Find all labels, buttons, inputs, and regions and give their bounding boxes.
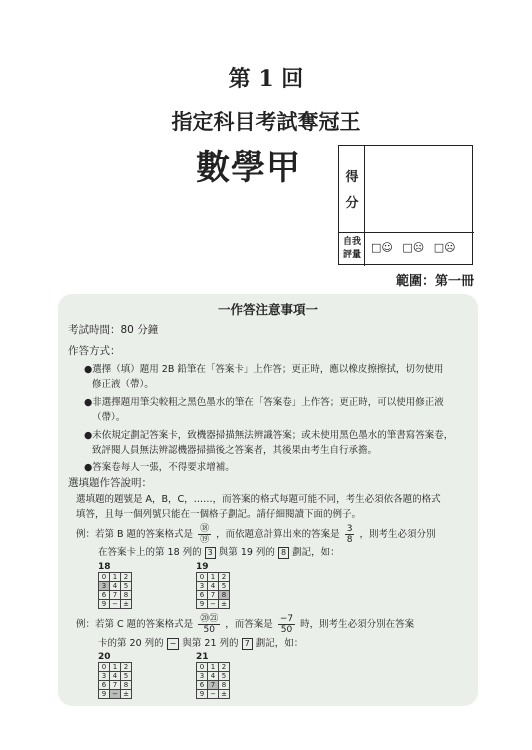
grid-row — [197, 681, 230, 690]
self-eval-line-2: 評量 — [342, 250, 361, 260]
grid-cell: − — [208, 600, 219, 609]
grid-row — [197, 672, 230, 681]
grid-cell: 2 — [219, 663, 230, 672]
ex2-text-c: 時，則考生必須分別在答案 — [300, 619, 415, 630]
grid-row — [99, 672, 132, 681]
grid-cell: 6 — [197, 681, 208, 690]
grid-row — [99, 663, 132, 672]
grid-cell: 1 — [110, 663, 121, 672]
grid-row — [99, 681, 132, 690]
grid-cell: 4 — [110, 672, 121, 681]
round-title: 第 1 回 — [228, 66, 304, 92]
grid-cell: 8 — [219, 681, 230, 690]
grid-cell: 7 — [110, 681, 121, 690]
grid-cell: 7 — [208, 591, 219, 600]
grid-cell: 1 — [208, 573, 219, 582]
ex1-text-a: 例：若第 B 題的答案格式是 — [76, 529, 194, 540]
ex2-format-num: ⑳㉑ — [200, 614, 219, 624]
grid-cell: 3 — [99, 672, 110, 681]
ex2-text-b: ，而答案是 — [225, 619, 273, 630]
grid-cell: 6 — [99, 681, 110, 690]
grid-cell: 4 — [208, 672, 219, 681]
bullet-line: ●非選擇題用筆尖較粗之黑色墨水的筆在「答案卷」上作答；更正時，可以使用修正液 — [84, 397, 444, 408]
grid-cell: ± — [121, 690, 132, 699]
score-box — [338, 145, 473, 265]
grid-18-label: 18 — [98, 562, 111, 572]
ex1-line2-a: 在答案卡上的第 18 列的 — [98, 547, 202, 558]
grid-cell: 5 — [219, 582, 230, 591]
grid-cell: 9 — [197, 600, 208, 609]
grid-cell: − — [110, 600, 121, 609]
grid-cell: 8 — [219, 591, 230, 600]
ex2-answer-num: −7 — [279, 614, 294, 624]
ex2-format-fraction — [198, 614, 220, 635]
grid-cell: 7 — [110, 591, 121, 600]
grid-cell: 4 — [110, 582, 121, 591]
ex1-mark-box: 8 — [278, 547, 289, 559]
grid-cell: 1 — [110, 573, 121, 582]
grid-row — [197, 573, 230, 582]
grid-21-label: 21 — [196, 652, 209, 662]
ex1-answer-num: 3 — [346, 524, 353, 534]
score-label-2: 分 — [345, 196, 359, 211]
grid-cell: 0 — [99, 663, 110, 672]
grid-cell: 1 — [208, 663, 219, 672]
grid-cell: ± — [219, 690, 230, 699]
grid-cell: 7 — [208, 681, 219, 690]
ex1-format-fraction — [198, 524, 211, 545]
grid-cell: 2 — [219, 573, 230, 582]
grid-cell: ± — [121, 600, 132, 609]
grid-cell: 5 — [121, 582, 132, 591]
ex2-mark-box: 7 — [242, 638, 253, 650]
grid-cell: 0 — [197, 663, 208, 672]
ex1-mark-box: 3 — [205, 547, 216, 559]
ex2-line2-a: 卡的第 20 列的 — [98, 638, 164, 649]
fill-line: 填答，且每一個列號只能在一個格子劃記。請仔細閱讀下面的例子。 — [76, 509, 362, 520]
fill-title: 選填題作答說明： — [68, 477, 152, 489]
ex1-text-c: ，則考生必須分別 — [359, 529, 436, 540]
score-label-1: 得 — [345, 170, 359, 185]
ex1-line2-c: 劃記，如： — [292, 547, 340, 558]
grid-cell: 5 — [121, 672, 132, 681]
grid-cell: 0 — [99, 573, 110, 582]
grid-cell: 6 — [99, 591, 110, 600]
grid-cell: 9 — [99, 600, 110, 609]
grid-cell: − — [110, 690, 121, 699]
grid-cell: 0 — [197, 573, 208, 582]
example-2-line-2 — [98, 636, 303, 651]
grid-cell: 9 — [99, 690, 110, 699]
grid-row — [197, 600, 230, 609]
range-label: 範圍：第一冊 — [395, 274, 474, 289]
ex2-answer-fraction — [278, 614, 295, 635]
self-eval-faces[interactable]: □☺ □☹ □☹ — [371, 241, 456, 254]
example-2-line-1 — [76, 614, 414, 635]
grid-row — [99, 600, 132, 609]
ex1-line2-b: 與第 19 列的 — [218, 547, 275, 558]
ex2-mark-box: − — [167, 638, 180, 650]
grid-cell: 4 — [208, 582, 219, 591]
bullet-line: 致評閱人員無法辨認機器掃描後之答案者，其後果由考生自行承擔。 — [92, 445, 378, 456]
ex2-line2-b: 與第 21 列的 — [182, 638, 239, 649]
answer-grid-20 — [98, 662, 132, 699]
fill-line: 選填題的題號是 A，B，C，……，而答案的格式每題可能不同，考生必須依各題的格式 — [76, 494, 441, 505]
ex1-text-b: ，而依題意計算出來的答案是 — [216, 529, 340, 540]
grid-20-label: 20 — [98, 652, 111, 662]
grid-cell: 3 — [99, 582, 110, 591]
bullet-line: （帶）。 — [92, 412, 126, 423]
grid-19-label: 19 — [196, 562, 209, 572]
answer-grid-19 — [196, 572, 230, 609]
grid-cell: 5 — [219, 672, 230, 681]
self-eval-label — [340, 236, 364, 262]
ex2-text-a: 例：若第 C 題的答案格式是 — [76, 619, 194, 630]
grid-cell: 2 — [121, 573, 132, 582]
score-divider — [339, 232, 474, 233]
grid-cell: ± — [219, 600, 230, 609]
grid-row — [197, 663, 230, 672]
notice-title: 一作答注意事項一 — [217, 302, 318, 317]
grid-cell: 8 — [121, 591, 132, 600]
exam-subtitle: 指定科目考試奪冠王 — [171, 110, 361, 134]
example-1-line-2 — [98, 545, 340, 560]
grid-row — [197, 690, 230, 699]
bullet-line: ●選擇（填）題用 2B 鉛筆在「答案卡」上作答；更正時，應以橡皮擦擦拭，切勿使用 — [84, 364, 444, 375]
grid-cell: 2 — [121, 663, 132, 672]
method-title: 作答方式： — [68, 345, 121, 357]
self-eval-line-1: 自我 — [342, 237, 361, 247]
grid-row — [197, 591, 230, 600]
grid-cell: 3 — [197, 582, 208, 591]
example-1-line-1 — [76, 524, 435, 545]
answer-grid-21 — [196, 662, 230, 699]
grid-row — [99, 582, 132, 591]
ex1-format-den: ⑲ — [200, 535, 210, 545]
bullet-line: ●答案卷每人一張，不得要求增補。 — [84, 462, 235, 473]
grid-cell: 6 — [197, 591, 208, 600]
grid-cell: 8 — [121, 681, 132, 690]
grid-cell: 9 — [197, 690, 208, 699]
grid-cell: 3 — [197, 672, 208, 681]
subject-title: 數學甲 — [196, 148, 301, 188]
answer-grid-18 — [98, 572, 132, 609]
grid-row — [197, 582, 230, 591]
grid-row — [99, 591, 132, 600]
exam-time: 考試時間：80 分鐘 — [68, 324, 159, 336]
ex2-format-den: 50 — [203, 625, 215, 635]
ex1-answer-fraction — [345, 524, 355, 545]
bullet-line: ●未依規定劃記答案卡，致機器掃描無法辨識答案；或未使用黑色墨水的筆書寫答案卷， — [84, 430, 454, 441]
grid-cell: − — [208, 690, 219, 699]
ex2-answer-den: 50 — [280, 625, 293, 635]
ex1-format-num: ⑱ — [200, 524, 210, 534]
grid-row — [99, 690, 132, 699]
ex1-answer-den: 8 — [346, 535, 353, 545]
ex2-line2-c: 劃記，如： — [255, 638, 304, 649]
grid-row — [99, 573, 132, 582]
bullet-line: 修正液（帶）。 — [92, 379, 154, 390]
